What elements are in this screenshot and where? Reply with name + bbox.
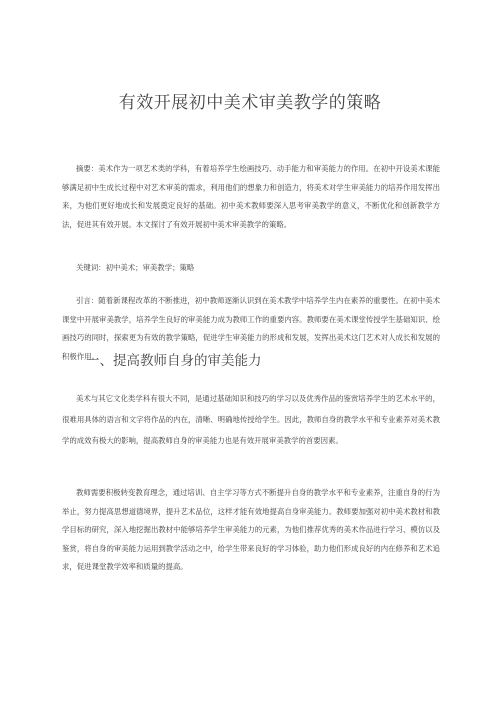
section-paragraph-2: 教师需要积极转变教育理念，通过培训、自主学习等方式不断提升自身的教学水平和专业素养，注重自身的行为举止，努力提高思想道德境界，提升艺术品位，这样才能有效地提高自身审美能力。教师要加强对初中美术教材和教学目标的研究，深入地挖掘出教材中能够培养学生审美能力的元素，为他们推荐优秀的美术作品进行学习、模仿以及鉴赏，将自身的审美能力运用到教学活动之中，给学生带来良好的学习体验，助力他们形成良好的内在修养和艺术追求，促进课堂教学效率和质量的提高。: [62, 488, 440, 571]
section-heading: 一、提高教师自身的审美能力: [86, 353, 262, 369]
abstract-paragraph: 摘要：美术作为一项艺术类的学科，有着培养学生绘画技巧、动手能力和审美能力的作用。在初中开设美术课能够满足初中生成长过程中对艺术审美的需求，利用他们的想象力和创造力，将美术对学生审美能力的培养作用发挥出来，为他们更好地成长和发展奠定良好的基础。初中美术教师要深入思考审美教学的意义，不断优化和创新教学方法，促进其有效开展。本文探讨了有效开展初中美术审美教学的策略。: [62, 164, 440, 229]
keywords-line: 关键词：初中美术；审美教学；策略: [76, 263, 195, 272]
introduction-paragraph: 引言：随着新课程改革的不断推进，初中教师逐渐认识到在美术教学中培养学生内在素养的重要性。在初中美术课堂中开展审美教学，培养学生良好的审美能力成为教师工作的重要内容。教师要在美术课堂传授学生基础知识、绘画技巧的同时，探索更为有效的教学策略，促进学生审美能力的形成和发展，发挥出美术这门艺术对人成长和发展的积极作用。: [62, 296, 440, 361]
document-title: 有效开展初中美术审美教学的策略: [118, 93, 382, 113]
section-paragraph-1: 美术与其它文化类学科有很大不同，是通过基础知识和技巧的学习以及优秀作品的鉴赏培养学生的艺术水平的，很难用具体的语言和文字将作品的内在，清晰、明确地传授给学生。因此，教师自身的教学水平和专业素养对美术教学的成效有极大的影响，提高教师自身的审美能力也是有效开展审美教学的首要因素。: [62, 394, 440, 445]
